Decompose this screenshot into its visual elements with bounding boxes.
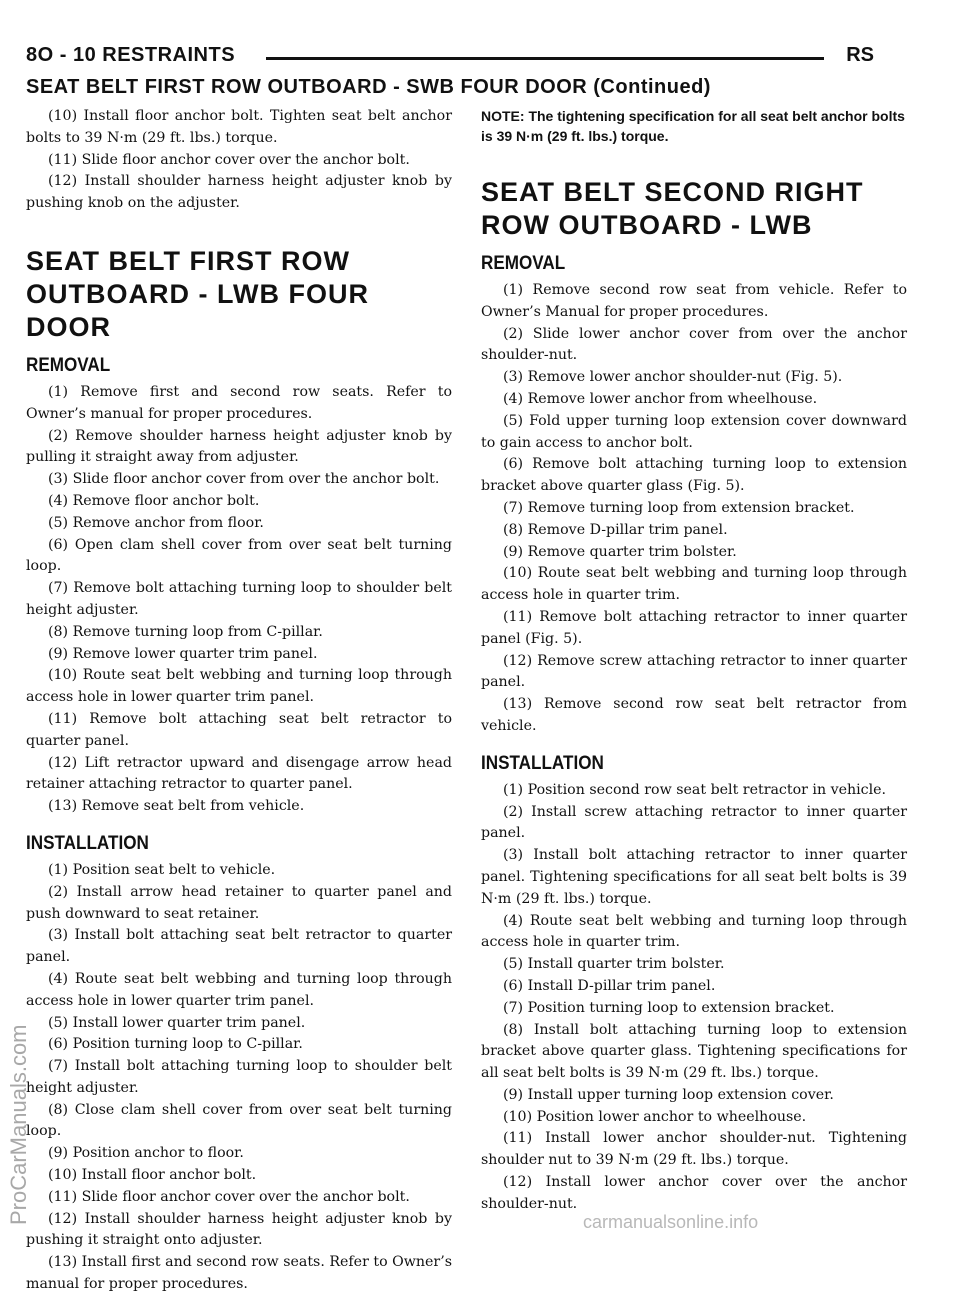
step: (8) Close clam shell cover from over seat belt turning loop. <box>26 1101 452 1140</box>
step: (9) Remove lower quarter trim panel. <box>48 645 318 662</box>
step: (5) Install lower quarter trim panel. <box>48 1014 306 1031</box>
step: (8) Install bolt attaching turning loop to extension bracket above quarter glass. Tightening specifications for all seat belt bolts is 39 N·m (29 ft. lbs.) torque. <box>481 1021 907 1082</box>
step: (9) Position anchor to floor. <box>48 1145 244 1162</box>
step: (3) Remove lower anchor shoulder-nut (Fig. 5). <box>503 369 843 386</box>
footer-watermark: carmanualsonline.info <box>583 1212 759 1232</box>
step: (4) Route seat belt webbing and turning loop through access hole in quarter trim. <box>481 912 907 951</box>
step: (4) Remove lower anchor from wheelhouse. <box>503 390 818 407</box>
page-number-section: 8O - 10 RESTRAINTS <box>26 44 236 66</box>
step: (10) Route seat belt webbing and turning loop through access hole in quarter trim. <box>481 565 907 604</box>
step: (3) Install bolt attaching seat belt retractor to quarter panel. <box>26 927 452 966</box>
removal-steps <box>26 382 452 818</box>
side-watermark: ProCarManuals.com <box>6 1024 31 1225</box>
step: (1) Position second row seat belt retractor in vehicle. <box>503 781 887 798</box>
removal-heading: REMOVAL <box>26 354 111 376</box>
right-column <box>481 106 907 1216</box>
step: (11) Slide floor anchor cover over the anchor bolt. <box>48 151 410 168</box>
step: (11) Remove bolt attaching retractor to inner quarter panel (Fig. 5). <box>481 608 907 647</box>
step: (11) Slide floor anchor cover over the anchor bolt. <box>48 1188 410 1205</box>
step: (1) Position seat belt to vehicle. <box>48 861 276 878</box>
step: (5) Fold upper turning loop extension cover downward to gain access to anchor bolt. <box>481 412 907 451</box>
torque-note: NOTE: The tightening specification for all seat belt anchor bolts is 39 N·m (29 ft. lbs.) torque. <box>481 108 905 144</box>
section-title: SEAT BELT FIRST ROW <box>26 245 350 276</box>
step: (2) Slide lower anchor cover from over the anchor shoulder-nut. <box>481 325 907 364</box>
step: (12) Lift retractor upward and disengage arrow head retainer attaching retractor to quarter panel. <box>26 754 452 793</box>
step: (12) Remove screw attaching retractor to inner quarter panel. <box>481 652 907 691</box>
step: (12) Install shoulder harness height adjuster knob by pushing knob on the adjuster. <box>26 173 452 212</box>
continued-steps <box>26 106 452 215</box>
model-code: RS <box>846 44 874 66</box>
step: (8) Remove turning loop from C-pillar. <box>48 623 323 640</box>
step: (7) Remove turning loop from extension bracket. <box>503 499 855 516</box>
step: (1) Remove second row seat from vehicle. Refer to Owner’s Manual for proper procedures. <box>481 282 907 320</box>
continued-heading: SEAT BELT FIRST ROW OUTBOARD - SWB FOUR DOOR (Continued) <box>26 76 711 98</box>
step: (13) Install first and second row seats. Refer to Owner’s manual for proper procedures. <box>26 1254 452 1293</box>
header-rule <box>266 57 824 60</box>
step: (10) Install floor anchor bolt. Tighten seat belt anchor bolts to 39 N·m (29 ft. lbs.) torque. <box>26 108 452 146</box>
step: (6) Install D-pillar trim panel. <box>503 977 716 994</box>
installation-heading: INSTALLATION <box>481 752 604 774</box>
step: (11) Install lower anchor shoulder-nut. Tightening shoulder nut to 39 N·m (29 ft. lbs.) torque. <box>481 1130 907 1169</box>
step: (10) Install floor anchor bolt. <box>48 1167 257 1184</box>
step: (10) Position lower anchor to wheelhouse. <box>503 1108 807 1125</box>
step: (6) Open clam shell cover from over seat belt turning loop. <box>26 536 452 575</box>
step: (6) Position turning loop to C-pillar. <box>48 1036 303 1053</box>
step: (9) Install upper turning loop extension cover. <box>503 1086 834 1103</box>
removal-steps <box>481 280 907 738</box>
step: (13) Remove second row seat belt retractor from vehicle. <box>481 696 907 734</box>
step: (5) Install quarter trim bolster. <box>503 956 725 973</box>
step: (7) Position turning loop to extension bracket. <box>503 999 835 1016</box>
step: (5) Remove anchor from floor. <box>48 514 264 531</box>
step: (2) Install screw attaching retractor to inner quarter panel. <box>481 803 907 842</box>
step: (12) Install shoulder harness height adjuster knob by pushing it straight onto adjuster. <box>26 1210 452 1249</box>
step: (9) Remove quarter trim bolster. <box>503 543 737 560</box>
step: (11) Remove bolt attaching seat belt retractor to quarter panel. <box>26 710 452 749</box>
step: (6) Remove bolt attaching turning loop to extension bracket above quarter glass (Fig. 5). <box>481 456 907 495</box>
section-title: SEAT BELT SECOND RIGHT <box>481 177 864 207</box>
section-title: OUTBOARD - LWB FOUR DOOR <box>26 278 369 342</box>
step: (8) Remove D-pillar trim panel. <box>503 521 728 538</box>
page-header <box>0 44 960 74</box>
step: (10) Route seat belt webbing and turning loop through access hole in lower quarter trim panel. <box>26 667 452 706</box>
step: (13) Remove seat belt from vehicle. <box>48 798 305 815</box>
step: (3) Slide floor anchor cover from over the anchor bolt. <box>48 471 440 488</box>
step: (12) Install lower anchor cover over the anchor shoulder-nut. <box>481 1174 907 1212</box>
step: (1) Remove first and second row seats. Refer to Owner’s manual for proper procedures. <box>26 383 452 422</box>
step: (4) Remove floor anchor bolt. <box>48 492 260 509</box>
step: (3) Install bolt attaching retractor to inner quarter panel. Tightening specifications for all seat belt bolts is 39 N·m (29 ft. lbs.) torque. <box>481 847 907 907</box>
installation-heading: INSTALLATION <box>26 832 149 854</box>
step: (7) Remove bolt attaching turning loop to shoulder belt height adjuster. <box>26 580 452 618</box>
removal-heading: REMOVAL <box>481 253 566 274</box>
step: (4) Route seat belt webbing and turning loop through access hole in lower quarter trim panel. <box>26 970 452 1009</box>
installation-steps <box>481 780 907 1216</box>
step: (7) Install bolt attaching turning loop to shoulder belt height adjuster. <box>26 1058 452 1096</box>
left-column <box>26 106 452 1296</box>
installation-steps <box>26 860 452 1296</box>
section-title: ROW OUTBOARD - LWB <box>481 210 813 240</box>
step: (2) Install arrow head retainer to quarter panel and push downward to seat retainer. <box>26 883 452 922</box>
step: (2) Remove shoulder harness height adjuster knob by pulling it straight away from adjuster. <box>26 427 452 466</box>
